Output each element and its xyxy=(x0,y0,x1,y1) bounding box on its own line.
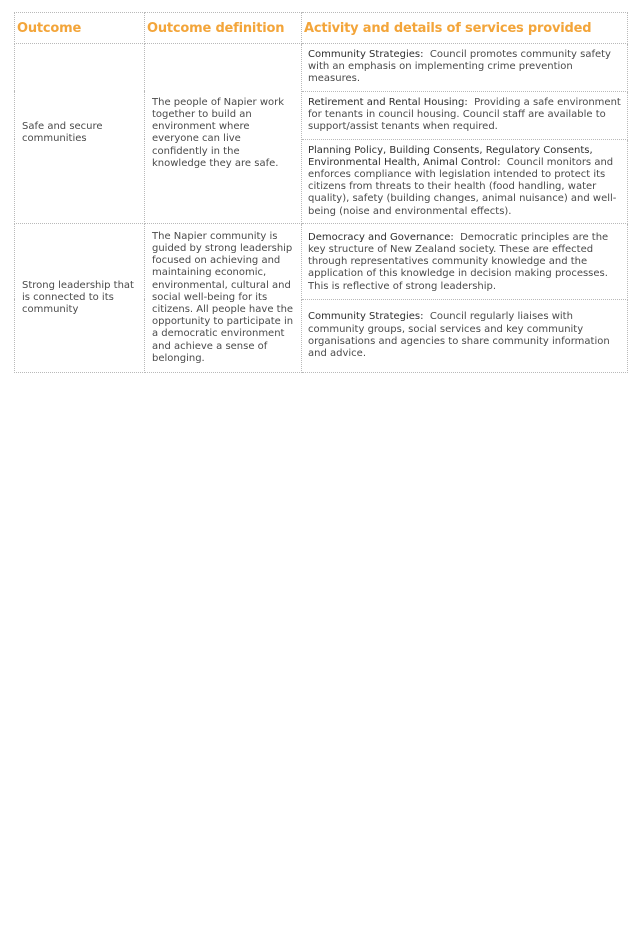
header-outcome-definition: Outcome definition xyxy=(145,13,302,44)
outcome-definition-cell: The people of Napier work together to build an environment where everyone can live confidently in the knowledge they are safe. xyxy=(145,44,302,224)
activity-text: Democratic principles are the key structure of New Zealand society. These are effected through representatives community knowledge and the application of this knowledge in decision making processes. This is reflective of strong leadership. xyxy=(308,231,609,292)
activity-text: Council monitors and enforces compliance with legislation intended to protect its citizens from threats to their health (food handling, water quality), safety (building changes, animal nuisance) and well-being (noise and environmental effects). xyxy=(308,156,617,217)
outcomes-page xyxy=(14,12,627,373)
outcomes-table xyxy=(14,12,628,373)
outcome-cell: Safe and secure communities xyxy=(15,44,145,224)
activity-title: Democracy and Governance: xyxy=(308,231,454,243)
table-header-row xyxy=(15,13,628,44)
activity-title: Community Strategies: xyxy=(308,49,424,60)
header-outcome: Outcome xyxy=(15,13,145,44)
activity-title: Retirement and Rental Housing: xyxy=(308,96,468,108)
activity-text: Council regularly liaises with community groups, social services and key community organisations and agencies to share community information and advice. xyxy=(308,311,610,360)
outcome-cell: Strong leadership that is connected to its community xyxy=(15,223,145,372)
activity-title: Community Strategies: xyxy=(308,311,424,323)
activity-text: Providing a safe environment for tenants in council housing. Council staff are available to support/assist tenants when required. xyxy=(308,96,621,133)
table-row xyxy=(15,223,628,299)
table-row xyxy=(15,44,628,92)
activity-cell xyxy=(302,91,628,139)
activity-cell xyxy=(302,44,628,92)
activity-cell xyxy=(302,139,628,223)
activity-text: Council promotes community safety with an emphasis on implementing crime prevention measures. xyxy=(308,49,611,85)
activity-title: Planning Policy, Building Consents, Regulatory Consents, Environmental Health, Animal Control: xyxy=(308,144,593,168)
header-activity: Activity and details of services provided xyxy=(302,13,628,44)
outcome-definition-cell: The Napier community is guided by strong leadership focused on achieving and maintaining economic, environmental, cultural and social well-being for its citizens. All people have the opportunity to participate in a democratic environment and achieve a sense of belonging. xyxy=(145,223,302,372)
activity-cell xyxy=(302,299,628,372)
activity-cell xyxy=(302,223,628,299)
